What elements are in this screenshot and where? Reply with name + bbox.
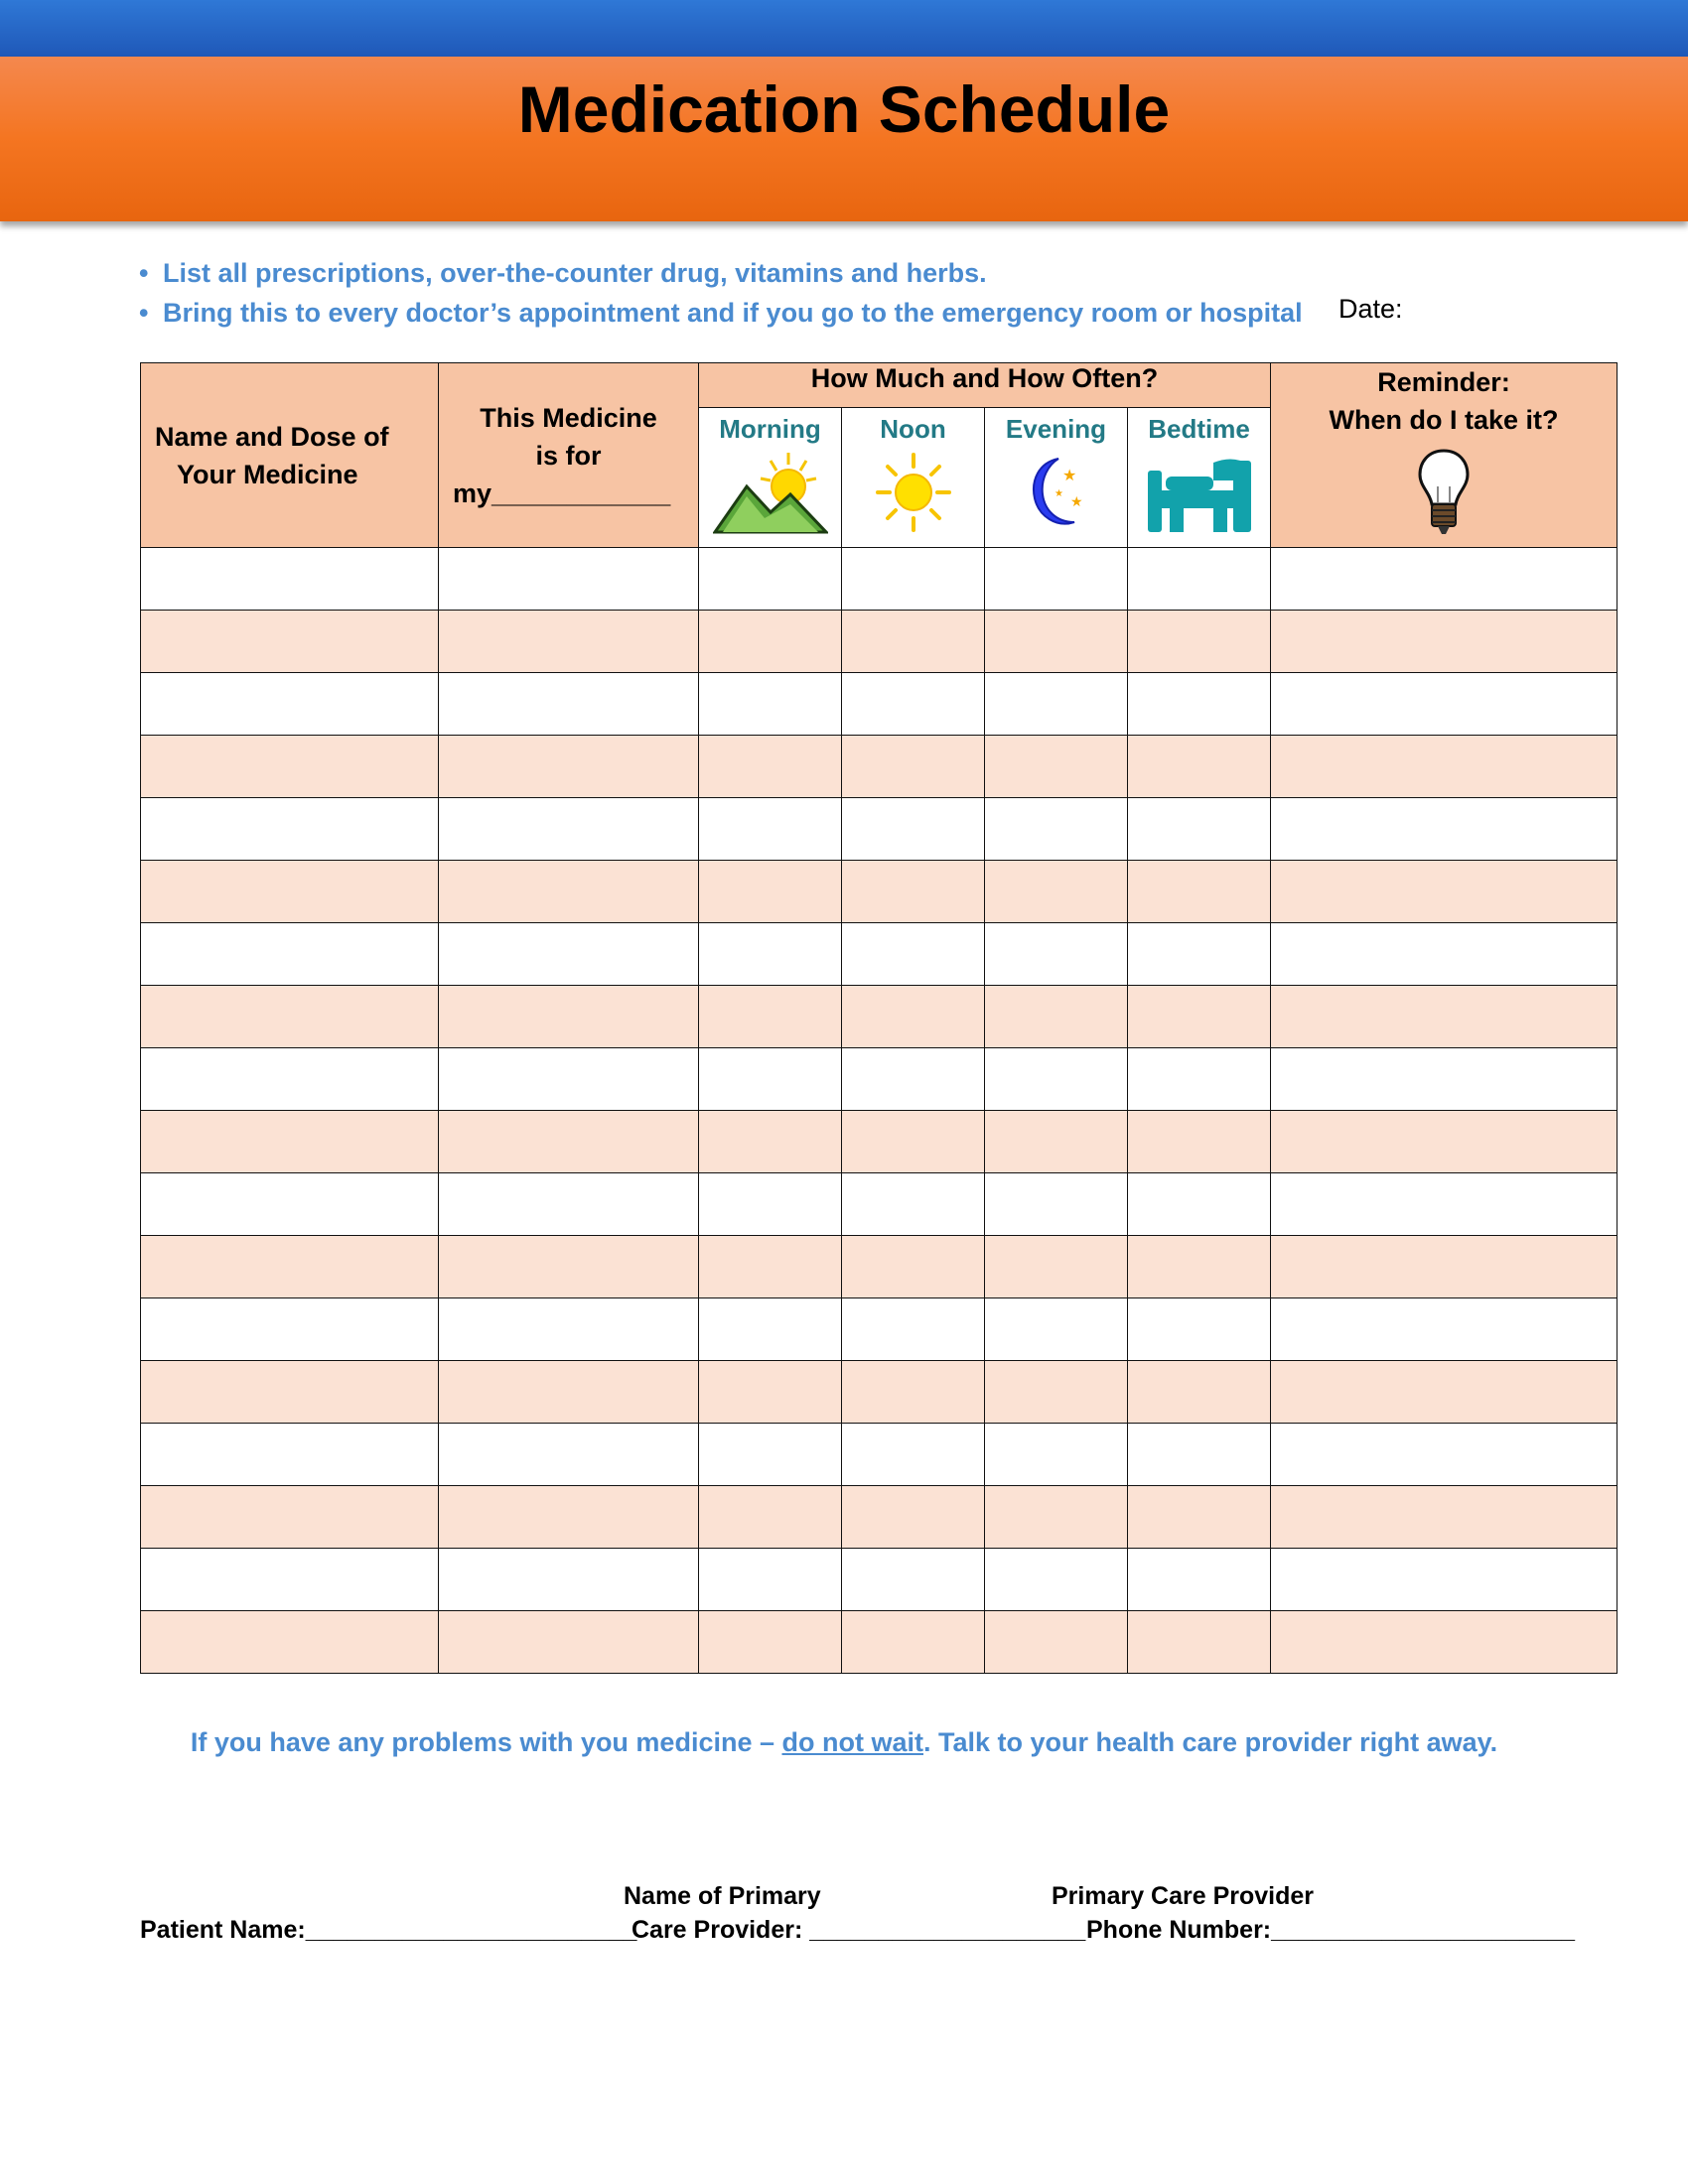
time-header-evening: Evening ★ ★ ★ — [985, 408, 1128, 548]
cell-medicine-for[interactable] — [439, 1486, 699, 1549]
cell-reminder[interactable] — [1271, 736, 1618, 798]
cell-noon[interactable] — [842, 1611, 985, 1674]
cell-evening[interactable] — [985, 1361, 1128, 1424]
cell-morning[interactable] — [699, 1549, 842, 1611]
table-row — [141, 736, 1618, 798]
table-row — [141, 1361, 1618, 1424]
cell-noon[interactable] — [842, 1236, 985, 1298]
cell-reminder[interactable] — [1271, 1173, 1618, 1236]
cell-morning[interactable] — [699, 1173, 842, 1236]
cell-morning[interactable] — [699, 1048, 842, 1111]
cell-reminder[interactable] — [1271, 611, 1618, 673]
cell-morning[interactable] — [699, 798, 842, 861]
cell-bedtime[interactable] — [1128, 1173, 1271, 1236]
cell-noon[interactable] — [842, 923, 985, 986]
do-not-wait-emphasis: do not wait — [781, 1727, 923, 1757]
cell-morning[interactable] — [699, 1361, 842, 1424]
cell-morning[interactable] — [699, 548, 842, 611]
cell-medicine-for[interactable] — [439, 1048, 699, 1111]
table-row — [141, 861, 1618, 923]
cell-name-dose[interactable] — [141, 611, 439, 673]
cell-bedtime[interactable] — [1128, 736, 1271, 798]
cell-name-dose[interactable] — [141, 1611, 439, 1674]
table-row — [141, 798, 1618, 861]
cell-noon[interactable] — [842, 736, 985, 798]
cell-evening[interactable] — [985, 1549, 1128, 1611]
cell-morning[interactable] — [699, 611, 842, 673]
table-row — [141, 673, 1618, 736]
cell-reminder[interactable] — [1271, 1361, 1618, 1424]
instruction-item: • List all prescriptions, over-the-counter drug, vitamins and herbs. — [139, 258, 987, 288]
cell-morning[interactable] — [699, 1298, 842, 1361]
footer-note: If you have any problems with you medicine – do not wait. Talk to your health care provider right away. — [190, 1727, 1498, 1757]
cell-noon[interactable] — [842, 798, 985, 861]
phone-number-field[interactable]: Phone Number:______________________ — [1086, 1916, 1576, 1944]
cell-morning[interactable] — [699, 861, 842, 923]
cell-reminder[interactable] — [1271, 1486, 1618, 1549]
cell-evening[interactable] — [985, 736, 1128, 798]
medication-table — [140, 362, 1618, 1674]
column-header-reminder: Reminder: When do I take it? — [1271, 363, 1618, 548]
table-body — [141, 548, 1618, 1674]
cell-evening[interactable] — [985, 861, 1128, 923]
cell-morning[interactable] — [699, 1486, 842, 1549]
cell-evening[interactable] — [985, 673, 1128, 736]
cell-evening[interactable] — [985, 1236, 1128, 1298]
phone-top-label: Primary Care Provider — [1052, 1882, 1315, 1910]
cell-noon[interactable] — [842, 1549, 985, 1611]
table-row — [141, 986, 1618, 1048]
cell-reminder[interactable] — [1271, 1549, 1618, 1611]
cell-noon[interactable] — [842, 548, 985, 611]
cell-bedtime[interactable] — [1128, 861, 1271, 923]
cell-name-dose[interactable] — [141, 861, 439, 923]
table-row — [141, 1111, 1618, 1173]
cell-reminder[interactable] — [1271, 923, 1618, 986]
cell-medicine-for[interactable] — [439, 1173, 699, 1236]
cell-morning[interactable] — [699, 1111, 842, 1173]
cell-noon[interactable] — [842, 1424, 985, 1486]
cell-reminder[interactable] — [1271, 548, 1618, 611]
cell-evening[interactable] — [985, 1486, 1128, 1549]
cell-evening[interactable] — [985, 1173, 1128, 1236]
cell-evening[interactable] — [985, 1611, 1128, 1674]
cell-bedtime[interactable] — [1128, 1549, 1271, 1611]
patient-name-field[interactable]: Patient Name:________________________ — [140, 1916, 637, 1944]
cell-bedtime[interactable] — [1128, 1361, 1271, 1424]
cell-bedtime[interactable] — [1128, 1236, 1271, 1298]
cell-morning[interactable] — [699, 673, 842, 736]
cell-evening[interactable] — [985, 611, 1128, 673]
cell-medicine-for[interactable] — [439, 923, 699, 986]
cell-bedtime[interactable] — [1128, 548, 1271, 611]
column-header-name-dose: Name and Dose of Your Medicine — [141, 363, 439, 548]
cell-bedtime[interactable] — [1128, 923, 1271, 986]
bed-icon — [1144, 451, 1255, 534]
cell-reminder[interactable] — [1271, 861, 1618, 923]
cell-evening[interactable] — [985, 1048, 1128, 1111]
cell-morning[interactable] — [699, 736, 842, 798]
table-row — [141, 1611, 1618, 1674]
cell-name-dose[interactable] — [141, 1048, 439, 1111]
care-provider-field[interactable]: Care Provider: ____________________ — [632, 1916, 1086, 1944]
cell-bedtime[interactable] — [1128, 1611, 1271, 1674]
cell-name-dose[interactable] — [141, 1424, 439, 1486]
cell-bedtime[interactable] — [1128, 1424, 1271, 1486]
cell-medicine-for[interactable] — [439, 986, 699, 1048]
cell-reminder[interactable] — [1271, 1298, 1618, 1361]
cell-bedtime[interactable] — [1128, 1048, 1271, 1111]
cell-name-dose[interactable] — [141, 673, 439, 736]
cell-medicine-for[interactable] — [439, 548, 699, 611]
lightbulb-icon — [1416, 447, 1472, 542]
table-row — [141, 1173, 1618, 1236]
table-row — [141, 923, 1618, 986]
column-header-how-much: How Much and How Often? — [699, 363, 1271, 408]
cell-morning[interactable] — [699, 923, 842, 986]
cell-noon[interactable] — [842, 986, 985, 1048]
cell-medicine-for[interactable] — [439, 1611, 699, 1674]
cell-reminder[interactable] — [1271, 986, 1618, 1048]
cell-medicine-for[interactable] — [439, 798, 699, 861]
cell-reminder[interactable] — [1271, 798, 1618, 861]
table-row — [141, 611, 1618, 673]
cell-name-dose[interactable] — [141, 1361, 439, 1424]
cell-bedtime[interactable] — [1128, 1486, 1271, 1549]
cell-noon[interactable] — [842, 1361, 985, 1424]
cell-evening[interactable] — [985, 923, 1128, 986]
cell-noon[interactable] — [842, 1111, 985, 1173]
date-label: Date: — [1338, 294, 1403, 324]
cell-name-dose[interactable] — [141, 736, 439, 798]
cell-name-dose[interactable] — [141, 1173, 439, 1236]
table-row — [141, 1298, 1618, 1361]
cell-morning[interactable] — [699, 986, 842, 1048]
cell-reminder[interactable] — [1271, 1236, 1618, 1298]
cell-reminder[interactable] — [1271, 673, 1618, 736]
mountain-sun-icon — [713, 451, 828, 534]
cell-name-dose[interactable] — [141, 548, 439, 611]
cell-reminder[interactable] — [1271, 1048, 1618, 1111]
cell-medicine-for[interactable] — [439, 1298, 699, 1361]
cell-evening[interactable] — [985, 1298, 1128, 1361]
moon-stars-icon — [1017, 451, 1096, 534]
cell-name-dose[interactable] — [141, 1549, 439, 1611]
cell-noon[interactable] — [842, 1173, 985, 1236]
page-title: Medication Schedule — [517, 72, 1171, 146]
instruction-item: • Bring this to every doctor’s appointment and if you go to the emergency room or hospital — [139, 298, 1303, 328]
cell-medicine-for[interactable] — [439, 1111, 699, 1173]
cell-noon[interactable] — [842, 673, 985, 736]
cell-reminder[interactable] — [1271, 1611, 1618, 1674]
cell-name-dose[interactable] — [141, 1486, 439, 1549]
cell-medicine-for[interactable] — [439, 736, 699, 798]
cell-evening[interactable] — [985, 798, 1128, 861]
cell-noon[interactable] — [842, 1298, 985, 1361]
header-top-stripe — [0, 0, 1688, 57]
bullet-icon: • — [139, 298, 149, 328]
cell-noon[interactable] — [842, 1486, 985, 1549]
cell-medicine-for[interactable] — [439, 1549, 699, 1611]
cell-bedtime[interactable] — [1128, 673, 1271, 736]
cell-reminder[interactable] — [1271, 1111, 1618, 1173]
cell-morning[interactable] — [699, 1236, 842, 1298]
table-row — [141, 1486, 1618, 1549]
cell-bedtime[interactable] — [1128, 798, 1271, 861]
sun-icon — [874, 451, 953, 534]
cell-name-dose[interactable] — [141, 1298, 439, 1361]
cell-morning[interactable] — [699, 1424, 842, 1486]
cell-name-dose[interactable] — [141, 923, 439, 986]
cell-medicine-for[interactable] — [439, 673, 699, 736]
cell-medicine-for[interactable] — [439, 611, 699, 673]
table-row — [141, 1048, 1618, 1111]
table-row — [141, 1549, 1618, 1611]
time-header-noon: Noon — [842, 408, 985, 548]
cell-evening[interactable] — [985, 548, 1128, 611]
bullet-icon: • — [139, 258, 149, 288]
table-row — [141, 548, 1618, 611]
cell-reminder[interactable] — [1271, 1424, 1618, 1486]
cell-name-dose[interactable] — [141, 1236, 439, 1298]
time-header-morning: Morning — [699, 408, 842, 548]
column-header-medicine-for: This Medicine is for my____________ — [439, 363, 699, 548]
cell-bedtime[interactable] — [1128, 611, 1271, 673]
cell-noon[interactable] — [842, 861, 985, 923]
svg-text:★: ★ — [1054, 488, 1063, 499]
cell-name-dose[interactable] — [141, 986, 439, 1048]
cell-bedtime[interactable] — [1128, 1111, 1271, 1173]
cell-bedtime[interactable] — [1128, 1298, 1271, 1361]
cell-bedtime[interactable] — [1128, 986, 1271, 1048]
primary-provider-top-label: Name of Primary — [624, 1882, 821, 1910]
cell-name-dose[interactable] — [141, 798, 439, 861]
cell-morning[interactable] — [699, 1611, 842, 1674]
time-header-bedtime: Bedtime — [1128, 408, 1271, 548]
cell-medicine-for[interactable] — [439, 861, 699, 923]
cell-noon[interactable] — [842, 1048, 985, 1111]
svg-text:★: ★ — [1061, 468, 1076, 484]
cell-noon[interactable] — [842, 611, 985, 673]
cell-medicine-for[interactable] — [439, 1361, 699, 1424]
cell-medicine-for[interactable] — [439, 1424, 699, 1486]
cell-evening[interactable] — [985, 1424, 1128, 1486]
table-row — [141, 1236, 1618, 1298]
cell-evening[interactable] — [985, 1111, 1128, 1173]
svg-text:★: ★ — [1069, 493, 1083, 509]
cell-evening[interactable] — [985, 986, 1128, 1048]
cell-name-dose[interactable] — [141, 1111, 439, 1173]
cell-medicine-for[interactable] — [439, 1236, 699, 1298]
table-row — [141, 1424, 1618, 1486]
